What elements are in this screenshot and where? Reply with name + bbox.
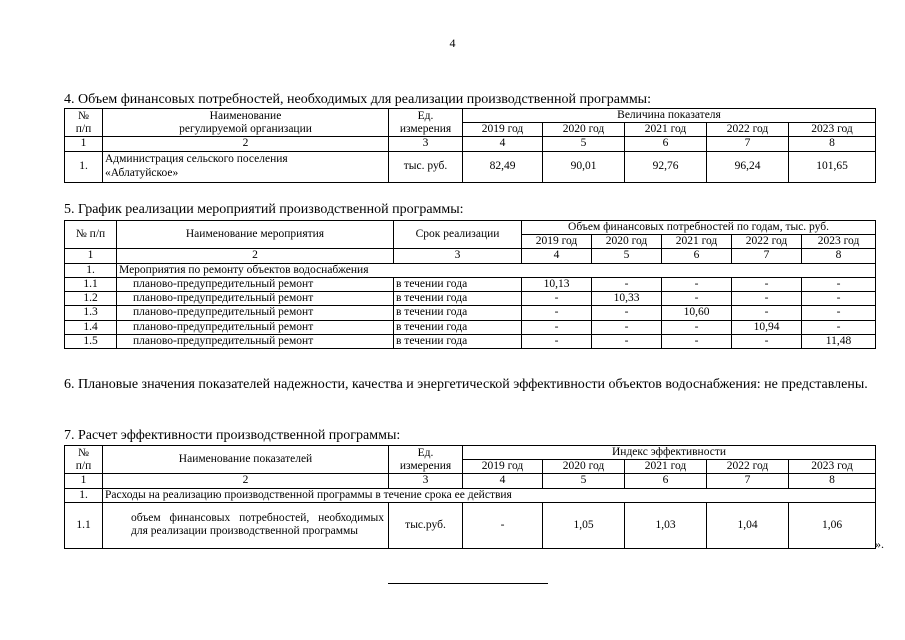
header-group: Объем финансовых потребностей по годам, тыс. руб. [522, 221, 876, 235]
indicator-name: объем финансовых потребностей, необходимых для реализации производственной программы [103, 502, 389, 548]
table-row [65, 334, 876, 348]
index-cell: 5 [543, 474, 625, 488]
value-cell: - [732, 306, 802, 320]
section-7-title: 7. Расчет эффективности производственной программы: [64, 428, 401, 443]
header-year: 2022 год [732, 235, 802, 249]
index-cell: 2 [103, 474, 389, 488]
row-num: 1.1 [65, 277, 117, 291]
value-cell: 1,05 [543, 502, 625, 548]
value-cell: 1,04 [707, 502, 789, 548]
index-cell: 4 [522, 249, 592, 263]
header-year: 2022 год [707, 460, 789, 474]
value-cell: 10,60 [662, 306, 732, 320]
row-num: 1.3 [65, 306, 117, 320]
row-num: 1. [65, 263, 117, 277]
value-cell: 1,03 [625, 502, 707, 548]
table-row [65, 320, 876, 334]
value-cell: - [522, 334, 592, 348]
section-6-text: 6. Плановые значения показателей надежности, качества и энергетической эффективности объектов водоснабжения: не представлены. [64, 377, 868, 392]
event-term: в течении года [394, 292, 522, 306]
header-group: Индекс эффективности [463, 446, 876, 460]
header-year: 2019 год [522, 235, 592, 249]
value-cell: - [522, 320, 592, 334]
header-num: № п/п [65, 109, 103, 137]
header-term: Срок реализации [394, 221, 522, 249]
index-cell: 4 [463, 474, 543, 488]
value-cell: - [662, 277, 732, 291]
value-cell: 82,49 [463, 151, 543, 182]
header-year: 2020 год [543, 460, 625, 474]
efficiency-table [64, 445, 876, 549]
value-cell: - [732, 292, 802, 306]
value-cell: - [662, 320, 732, 334]
header-year: 2023 год [802, 235, 876, 249]
group-label: Мероприятия по ремонту объектов водоснабжения [117, 263, 876, 277]
financial-needs-table [64, 108, 876, 183]
index-cell: 1 [65, 249, 117, 263]
header-num: № п/п [65, 221, 117, 249]
index-cell: 3 [389, 474, 463, 488]
index-cell: 8 [789, 137, 876, 151]
index-cell: 6 [662, 249, 732, 263]
header-year: 2021 год [625, 123, 707, 137]
section-4-title: 4. Объем финансовых потребностей, необходимых для реализации производственной программы: [64, 92, 651, 107]
org-name: Администрация сельского поселения «Аблатуйское» [103, 151, 389, 182]
value-cell: 10,33 [592, 292, 662, 306]
table-row [65, 306, 876, 320]
closing-quote-mark: ». [875, 537, 884, 551]
header-year: 2019 год [463, 123, 543, 137]
value-cell: - [802, 292, 876, 306]
row-num: 1.4 [65, 320, 117, 334]
event-name: планово-предупредительный ремонт [117, 292, 394, 306]
header-year: 2020 год [543, 123, 625, 137]
value-cell: - [802, 320, 876, 334]
table-row [65, 151, 876, 182]
value-cell: 11,48 [802, 334, 876, 348]
value-cell: 101,65 [789, 151, 876, 182]
table-row [65, 277, 876, 291]
header-unit: Ед. измерения [389, 446, 463, 474]
value-cell: - [802, 277, 876, 291]
header-name: Наименование показателей [103, 446, 389, 474]
value-cell: - [662, 334, 732, 348]
value-cell: 10,13 [522, 277, 592, 291]
header-year: 2023 год [789, 460, 876, 474]
header-group: Величина показателя [463, 109, 876, 123]
value-cell: - [732, 277, 802, 291]
value-cell: - [592, 320, 662, 334]
value-cell: - [592, 334, 662, 348]
value-cell: 1,06 [789, 502, 876, 548]
unit-cell: тыс.руб. [389, 502, 463, 548]
value-cell: - [592, 277, 662, 291]
header-year: 2019 год [463, 460, 543, 474]
index-cell: 8 [802, 249, 876, 263]
event-term: в течении года [394, 334, 522, 348]
index-cell: 6 [625, 474, 707, 488]
page-number: 4 [449, 36, 456, 50]
footnote-separator [388, 583, 548, 584]
header-unit: Ед. измерения [389, 109, 463, 137]
event-name: планово-предупредительный ремонт [117, 277, 394, 291]
event-term: в течении года [394, 320, 522, 334]
value-cell: - [463, 502, 543, 548]
header-num: № п/п [65, 446, 103, 474]
row-num: 1. [65, 151, 103, 182]
row-num: 1. [65, 488, 103, 502]
index-cell: 5 [592, 249, 662, 263]
row-num: 1.5 [65, 334, 117, 348]
index-cell: 6 [625, 137, 707, 151]
index-cell: 7 [732, 249, 802, 263]
header-year: 2021 год [625, 460, 707, 474]
row-num: 1.1 [65, 502, 103, 548]
value-cell: - [802, 306, 876, 320]
section-5-title: 5. График реализации мероприятий производственной программы: [64, 202, 464, 217]
header-year: 2022 год [707, 123, 789, 137]
group-row [65, 488, 876, 502]
header-org: Наименование регулируемой организации [103, 109, 389, 137]
table-row [65, 292, 876, 306]
value-cell: - [662, 292, 732, 306]
index-cell: 7 [707, 474, 789, 488]
event-name: планово-предупредительный ремонт [117, 320, 394, 334]
value-cell: - [732, 334, 802, 348]
value-cell: 90,01 [543, 151, 625, 182]
unit-cell: тыс. руб. [389, 151, 463, 182]
header-name: Наименование мероприятия [117, 221, 394, 249]
header-year: 2020 год [592, 235, 662, 249]
value-cell: 92,76 [625, 151, 707, 182]
value-cell: - [522, 292, 592, 306]
value-cell: 10,94 [732, 320, 802, 334]
header-year: 2021 год [662, 235, 732, 249]
event-term: в течении года [394, 277, 522, 291]
table-row [65, 502, 876, 548]
index-cell: 2 [103, 137, 389, 151]
row-num: 1.2 [65, 292, 117, 306]
event-name: планово-предупредительный ремонт [117, 306, 394, 320]
header-year: 2023 год [789, 123, 876, 137]
group-row [65, 263, 876, 277]
event-term: в течении года [394, 306, 522, 320]
value-cell: - [592, 306, 662, 320]
index-cell: 3 [394, 249, 522, 263]
group-label: Расходы на реализацию производственной программы в течение срока ее действия [103, 488, 876, 502]
index-cell: 5 [543, 137, 625, 151]
index-cell: 1 [65, 137, 103, 151]
index-cell: 3 [389, 137, 463, 151]
index-cell: 7 [707, 137, 789, 151]
events-schedule-table [64, 220, 876, 349]
event-name: планово-предупредительный ремонт [117, 334, 394, 348]
value-cell: 96,24 [707, 151, 789, 182]
index-cell: 1 [65, 474, 103, 488]
index-cell: 8 [789, 474, 876, 488]
index-cell: 2 [117, 249, 394, 263]
value-cell: - [522, 306, 592, 320]
index-cell: 4 [463, 137, 543, 151]
